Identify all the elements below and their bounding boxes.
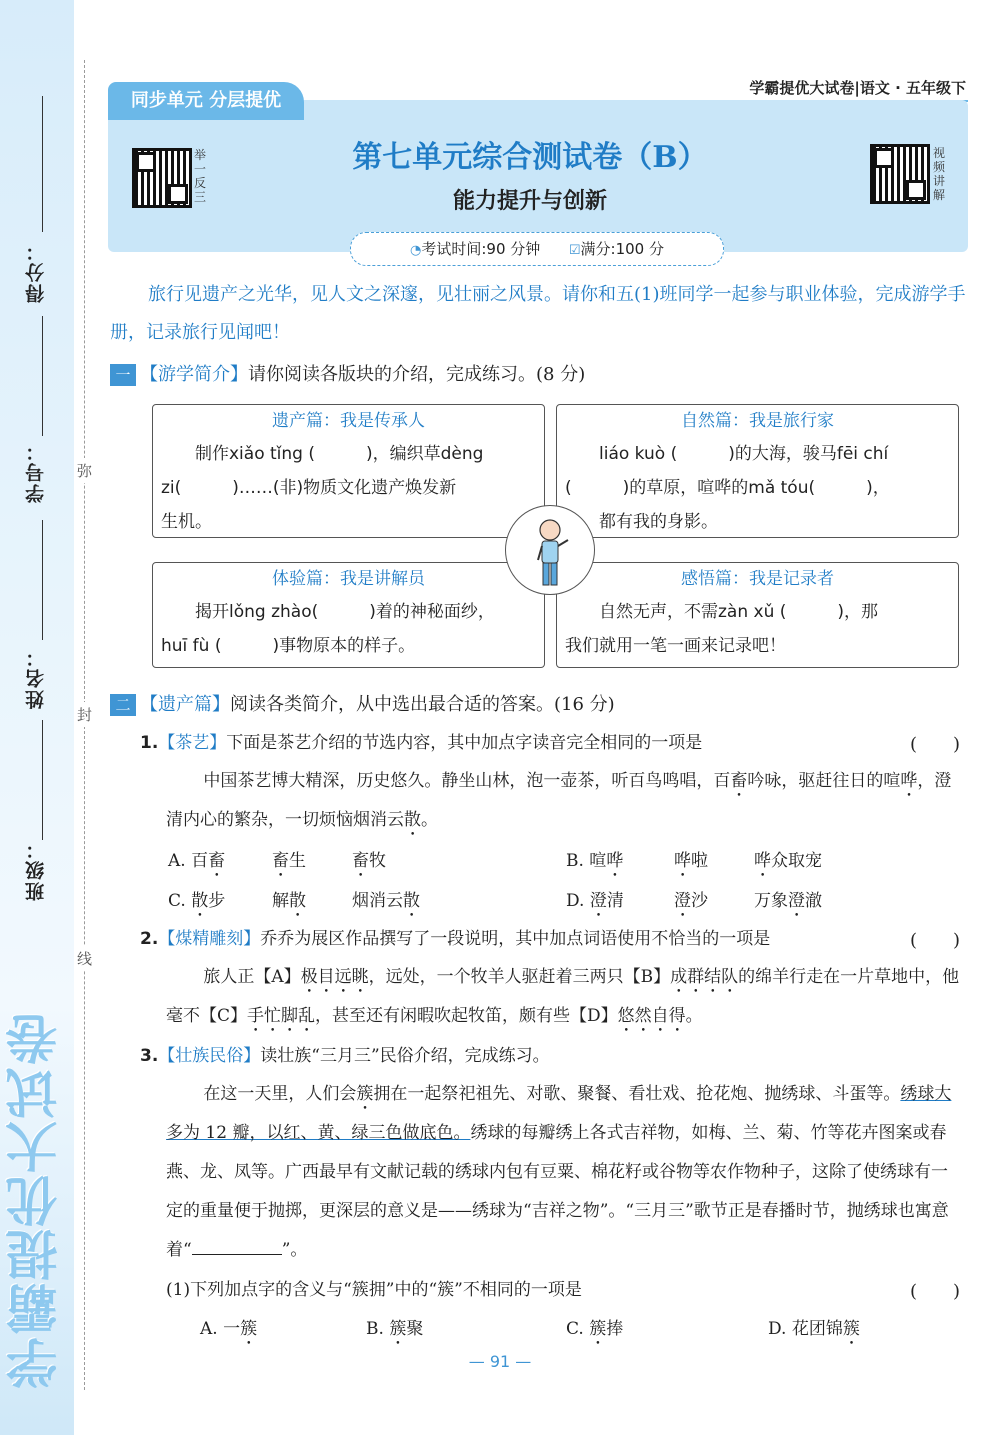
cut-mark-xian: 线	[77, 946, 92, 971]
q1-a-w3b: 牧	[369, 851, 386, 871]
score-line	[42, 96, 43, 232]
card-reflection-title: 感悟篇：我是记录者	[681, 569, 834, 589]
check-icon: ☑	[568, 243, 581, 258]
q2-passage	[166, 958, 962, 1036]
q1-option-b[interactable]	[566, 846, 623, 881]
q1-d-w2b: 沙	[691, 891, 708, 911]
intro-text: 旅行见遗产之光华，见人文之深邃，见壮丽之风景。请你和五(1)班同学一起参与职业体验，完成游学手册，记录旅行见闻吧！	[110, 284, 966, 343]
q1-text: 下面是茶艺介绍的节选内容，其中加点字读音完全相同的一项是	[226, 733, 703, 753]
q2-p2: ，远处，一个牧羊人驱赶着三两只【B】	[368, 967, 671, 987]
q3-dot-cu: 簇	[356, 1084, 374, 1104]
q1-a-w1b: 畜	[208, 851, 226, 871]
q1-d-lbl: D.	[566, 891, 590, 911]
clock-icon: ◔	[410, 243, 422, 258]
q2-p5: 。	[685, 1006, 703, 1026]
q1-c-w1a: 散	[191, 891, 209, 911]
score-label: 得分：	[25, 240, 47, 303]
q3-text: 读壮族“三月三”民俗介绍，完成练习。	[260, 1046, 550, 1066]
card-nature-title: 自然篇：我是旅行家	[681, 411, 834, 431]
exam-score: 满分:100 分	[580, 240, 664, 258]
q3-a-2: 簇	[240, 1319, 258, 1339]
q1-dot-san: 散	[404, 810, 421, 830]
q3-stem	[140, 1037, 550, 1075]
card-heritage-title: 遗产篇：我是传承人	[272, 411, 425, 431]
page-title: 第七单元综合测试卷（B）	[352, 140, 708, 175]
q1-passage-d: 。	[421, 810, 438, 830]
q1-number: 1.	[140, 733, 159, 753]
q1-option-a-w2	[272, 846, 306, 881]
q1-a-w2b: 生	[289, 851, 306, 871]
q1-option-c-w3	[352, 886, 420, 921]
student-id-label: 学号：	[25, 440, 47, 503]
q1-b-w2b: 啦	[691, 851, 708, 871]
page-number: — 91 —	[468, 1352, 532, 1371]
header-banner	[108, 100, 968, 252]
q2-word-d: 悠然自得	[617, 1006, 686, 1026]
q3-option-c[interactable]	[566, 1314, 623, 1349]
series-title: 学霸提优大试卷|语文 · 五年级下	[749, 79, 966, 97]
student-figure-icon	[506, 506, 594, 594]
card-experience-line2: huī fù ( )事物原本的样子。	[161, 636, 416, 656]
q3-option-b[interactable]	[366, 1314, 423, 1349]
section1-text: 请你阅读各版块的介绍，完成练习。(8 分)	[248, 364, 586, 385]
exam-time: 考试时间:90 分钟	[421, 240, 541, 258]
qr-right-label: 视频讲解	[933, 146, 946, 202]
student-avatar-illustration	[505, 505, 595, 595]
q1-option-a[interactable]	[168, 846, 225, 881]
q2-p1: 旅人正【A】	[203, 967, 301, 987]
page-subtitle: 能力提升与创新	[452, 189, 607, 214]
q1-option-c-w2	[272, 886, 306, 921]
section2-text: 阅读各类简介，从中选出最合适的答案。(16 分)	[230, 694, 615, 715]
q1-d-w1a: 澄	[589, 891, 607, 911]
q1-option-d-w2	[674, 886, 708, 921]
q1-a-w3a: 畜	[352, 851, 369, 871]
q1-option-d-w3	[754, 886, 822, 921]
card-reflection-line1: 自然无声，不需zàn xǔ ( )，那	[599, 602, 879, 622]
card-experience-title: 体验篇：我是讲解员	[272, 569, 425, 589]
q1-d-w3c: 澈	[805, 891, 822, 911]
brand-watermark: 学霸提优大试卷	[7, 1011, 67, 1389]
q1-c-w1b: 步	[208, 891, 226, 911]
q3-option-a[interactable]	[200, 1314, 257, 1349]
q3-number: 3.	[140, 1046, 159, 1066]
q1-answer-paren[interactable]: ( )	[909, 734, 960, 755]
q1-c-w3b: 散	[403, 891, 420, 911]
q1-b-w1a: B. 喧	[566, 851, 607, 871]
q1-option-b-w3	[754, 846, 822, 881]
q2-stem	[140, 920, 770, 958]
q1-passage-c: ，澄清内心的繁杂，一切烦恼烟消云	[166, 771, 952, 830]
card-reflection	[556, 562, 959, 668]
q3-fill-blank[interactable]	[192, 1236, 282, 1255]
qr-code-right[interactable]	[870, 144, 930, 204]
q2-p3: 的绵羊行走在一片草地中，他毫不【C】	[166, 967, 960, 1026]
q3-s2: 拥在一起祭祀祖先、对歌、聚餐、看壮戏、抢花炮、抛绣球、斗蛋等。	[373, 1084, 901, 1104]
card-heritage	[152, 404, 545, 538]
q1-passage-a: 中国茶艺博大精深，历史悠久。静坐山林，泡一壶茶，听百鸟鸣唱，百	[203, 771, 731, 791]
class-line	[42, 720, 43, 840]
q2-p4: ，甚至还有闲暇吹起牧笛，颇有些【D】	[315, 1006, 618, 1026]
q3-sub1-stem: (1)下列加点字的含义与“簇拥”中的“簇”不相同的一项是	[166, 1280, 582, 1300]
q3-b-1: B.	[366, 1319, 390, 1339]
q2-tag: 【煤精雕刻】	[158, 929, 261, 949]
q1-c-w3a: 烟消云	[352, 891, 403, 911]
card-nature-line2: ( )的草原，喧哗的mǎ tóu( )，	[565, 478, 890, 498]
q1-option-c[interactable]	[168, 886, 225, 921]
cut-mark-feng: 封	[77, 702, 92, 727]
unit-tag: 同步单元 分层提优	[108, 82, 304, 120]
q1-b-w1b: 哗	[606, 851, 624, 871]
q2-text: 乔乔为展区作品撰写了一段说明，其中加点词语使用不恰当的一项是	[260, 929, 771, 949]
q2-answer-paren[interactable]: ( )	[909, 930, 960, 951]
q1-c-w2a: 解	[272, 891, 289, 911]
card-nature	[556, 404, 959, 538]
q1-passage	[166, 762, 962, 840]
student-id-line	[42, 316, 43, 436]
q1-b-w2a: 哗	[674, 851, 691, 871]
q2-word-a: 极目远眺	[300, 967, 369, 987]
q3-d-1: D. 花团锦	[768, 1319, 843, 1339]
q1-d-w3a: 万象	[754, 891, 788, 911]
exam-info	[350, 232, 724, 266]
q1-c-w2b: 散	[289, 891, 306, 911]
q3-c-3: 捧	[606, 1319, 624, 1339]
q1-b-w3a: 哗	[754, 851, 771, 871]
q3-s1: 在这一天里，人们会	[203, 1084, 357, 1104]
q3-sub1-answer-paren[interactable]: ( )	[909, 1281, 960, 1302]
q3-tag: 【壮族民俗】	[158, 1046, 261, 1066]
card-heritage-line1: 制作xiǎo tǐng ( )，编织草dèng	[195, 444, 484, 464]
card-nature-line1: liáo kuò ( )的大海，骏马fēi chí	[599, 444, 889, 464]
q2-word-c: 手忙脚乱	[247, 1006, 316, 1026]
card-heritage-line2: zi( )……(非)物质文化遗产焕发新	[161, 478, 457, 498]
card-heritage-line3: 生机。	[161, 512, 212, 532]
section2-number: 二	[110, 694, 136, 716]
q1-a-w1a: A. 百	[168, 851, 209, 871]
q3-underlined-sentence: 绣球大多为 12 瓣，以红、黄、绿三色做底色。	[166, 1084, 952, 1143]
section2-tag: 【遗产篇】	[140, 694, 230, 715]
q1-option-d[interactable]	[566, 886, 624, 921]
q3-c-1: C.	[566, 1319, 590, 1339]
section2-heading	[110, 690, 615, 716]
q3-b-3: 聚	[406, 1319, 424, 1339]
q3-s5: ”。	[281, 1240, 308, 1260]
section1-heading	[110, 360, 585, 386]
q1-d-w2a: 澄	[674, 891, 691, 911]
q1-a-w2a: 畜	[272, 851, 289, 871]
q3-s4: 绣球的每瓣绣上各式吉祥物，如梅、兰、菊、竹等花卉图案或春燕、龙、凤等。广西最早有文献记载的绣球内包有豆粟、棉花籽或谷物等农作物种子，这除了使绣球有一定的重量便于抛掷，更深层的意义是——绣球为“吉祥之物”。“三月三”歌节正是春播时节，抛绣球也寓意着“	[166, 1123, 949, 1260]
q1-tag: 【茶艺】	[158, 733, 227, 753]
qr-left-label: 举一反三	[194, 148, 207, 204]
q1-option-a-w3	[352, 846, 386, 881]
q1-dot-hua: 哗	[900, 771, 918, 791]
name-label: 姓名：	[25, 646, 47, 709]
q3-b-2: 簇	[389, 1319, 407, 1339]
cut-mark-mi: 弥	[77, 458, 92, 483]
card-reflection-line2: 我们就用一笔一画来记录吧！	[565, 636, 786, 656]
section1-tag: 【游学简介】	[140, 364, 248, 385]
qr-code-left[interactable]	[132, 148, 192, 208]
card-experience	[152, 562, 545, 668]
q1-b-w3b: 众取宠	[771, 851, 822, 871]
q1-dot-chu: 畜	[730, 771, 748, 791]
card-experience-line1: 揭开lǒng zhào( )着的神秘面纱，	[195, 602, 495, 622]
q1-passage-b: 吟咏，驱赶往日的喧	[747, 771, 901, 791]
class-label: 班级：	[25, 838, 47, 901]
section1-number: 一	[110, 364, 136, 386]
q3-a-1: A. 一	[200, 1319, 241, 1339]
q1-d-w3b: 澄	[788, 891, 805, 911]
q3-passage	[166, 1075, 962, 1270]
card-nature-line3: 都有我的身影。	[599, 512, 718, 532]
q1-d-w1b: 清	[606, 891, 624, 911]
q2-number: 2.	[140, 929, 159, 949]
q1-stem	[140, 724, 702, 762]
q3-d-2: 簇	[842, 1319, 860, 1339]
q3-option-d[interactable]	[768, 1314, 860, 1349]
q1-option-b-w2	[674, 846, 708, 881]
q2-word-b: 成群结队	[670, 967, 739, 987]
q1-c-lbl: C.	[168, 891, 192, 911]
name-line	[42, 520, 43, 640]
q3-c-2: 簇	[589, 1319, 607, 1339]
